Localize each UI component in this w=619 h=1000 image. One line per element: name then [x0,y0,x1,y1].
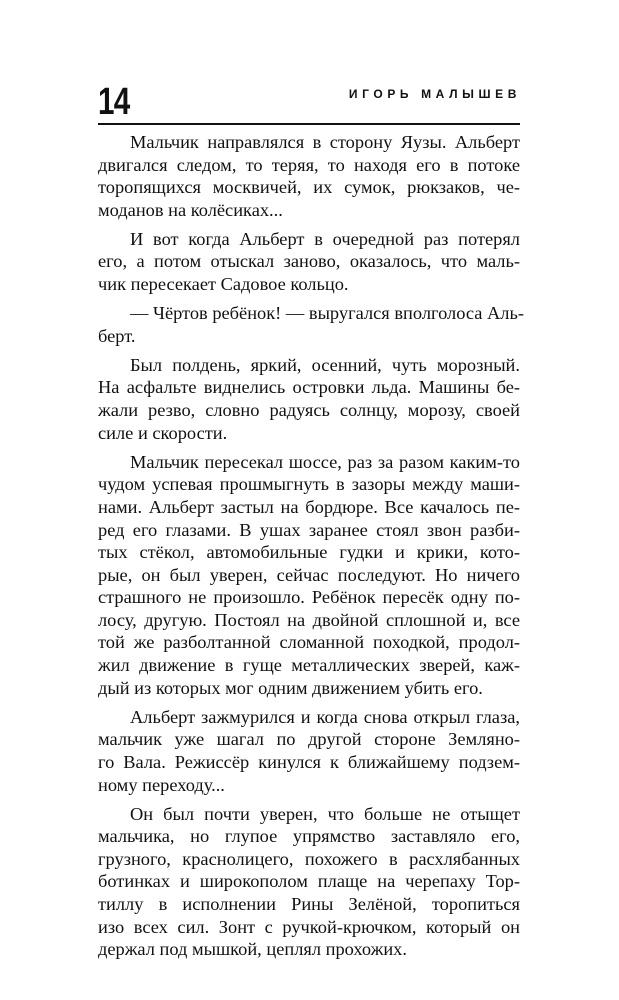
text-line: мальчик уже шагал по другой стороне Землянo- [98,729,520,750]
text-line: грузного, краснолицего, похожего в расхлябанных [98,848,520,869]
text-line: И вот когда Альберт в очередной раз потерял [130,228,520,249]
text-line: силе и скорости. [98,422,228,443]
text-line: тиллу в исполнении Рины Зелёной, торопиться [98,894,520,914]
text-line: чудом успевая прошмыгнуть в зазоры между маши- [98,474,520,495]
text-line: моданов на колёсиках... [98,199,283,220]
text-line: Альберт зажмурился и когда снова открыл глаза, [130,706,520,727]
text-line: — Чёртов ребёнок! — выругался вполголоса Аль- [130,303,524,324]
paragraph [98,451,520,700]
text-line: Мальчик направлялся в сторону Яузы. Альберт [130,132,520,152]
text-line: тых стёкол, автомобильные гудки и крики, кото- [98,542,520,563]
text-line: нами. Альберт застыл на бордюре. Все качалось пе- [98,496,520,517]
text-line: Мальчик пересекал шоссе, раз за разом каким-то [130,451,520,472]
text-line: На асфальте виднелись островки льда. Машины бе- [98,377,520,398]
page-number: 14 [98,81,130,123]
text-line: двигался следом, то теряя, то находя его в потоке [98,154,520,175]
paragraph [98,706,520,796]
paragraph [98,302,524,347]
header-rule [98,123,520,125]
text-line: той же разболтанной сломанной походкой, продол- [98,632,520,653]
text-line: ботинках и широкополом плаще на черепаху Тор- [98,871,520,892]
text-line: изо всех сил. Зонт с ручкой-крючком, который он [98,916,520,937]
body-text [98,131,524,961]
text-line: жил движение в гуще металлических зверей, каж- [98,655,520,676]
paragraph [98,803,520,961]
text-line: торопящихся москвичей, их сумок, рюкзаков, че- [98,177,520,198]
text-line: страшного не произошло. Ребёнок пересёк одну по- [98,587,520,608]
text-line: лосу, другую. Постоял на двойной сплошной и, все [98,609,520,630]
text-line: го Вала. Режиссёр кинулся к ближайшему подзем- [98,751,520,772]
text-line: Был полдень, яркий, осенний, чуть морозный. [130,354,520,375]
text-line: ному переходу... [98,774,225,795]
text-line: рые, он был уверен, сейчас последуют. Но ничего [98,564,520,585]
text-line: чик пересекает Садовое кольцо. [98,274,349,295]
text-line: держал под мышкой, цеплял прохожих. [98,939,407,960]
text-line: берт. [98,325,136,346]
text-line: ред его глазами. В ушах заранее стоял звон разби- [98,519,520,540]
paragraph [98,228,520,296]
text-line: Он был почти уверен, что больше не отыщет [130,803,520,824]
text-line: мальчика, но глупое упрямство заставляло его, [98,826,520,847]
text-line: дый из которых мог одним движением убить его. [98,677,483,698]
text-line: жали резво, словно радуясь солнцу, морозу, своей [98,400,520,421]
paragraph [98,354,520,444]
text-line: его, а потом отыскал заново, оказалось, что маль- [98,251,520,272]
running-head-author: ИГОРЬ МАЛЫШЕВ [348,87,521,101]
paragraph [98,131,520,221]
